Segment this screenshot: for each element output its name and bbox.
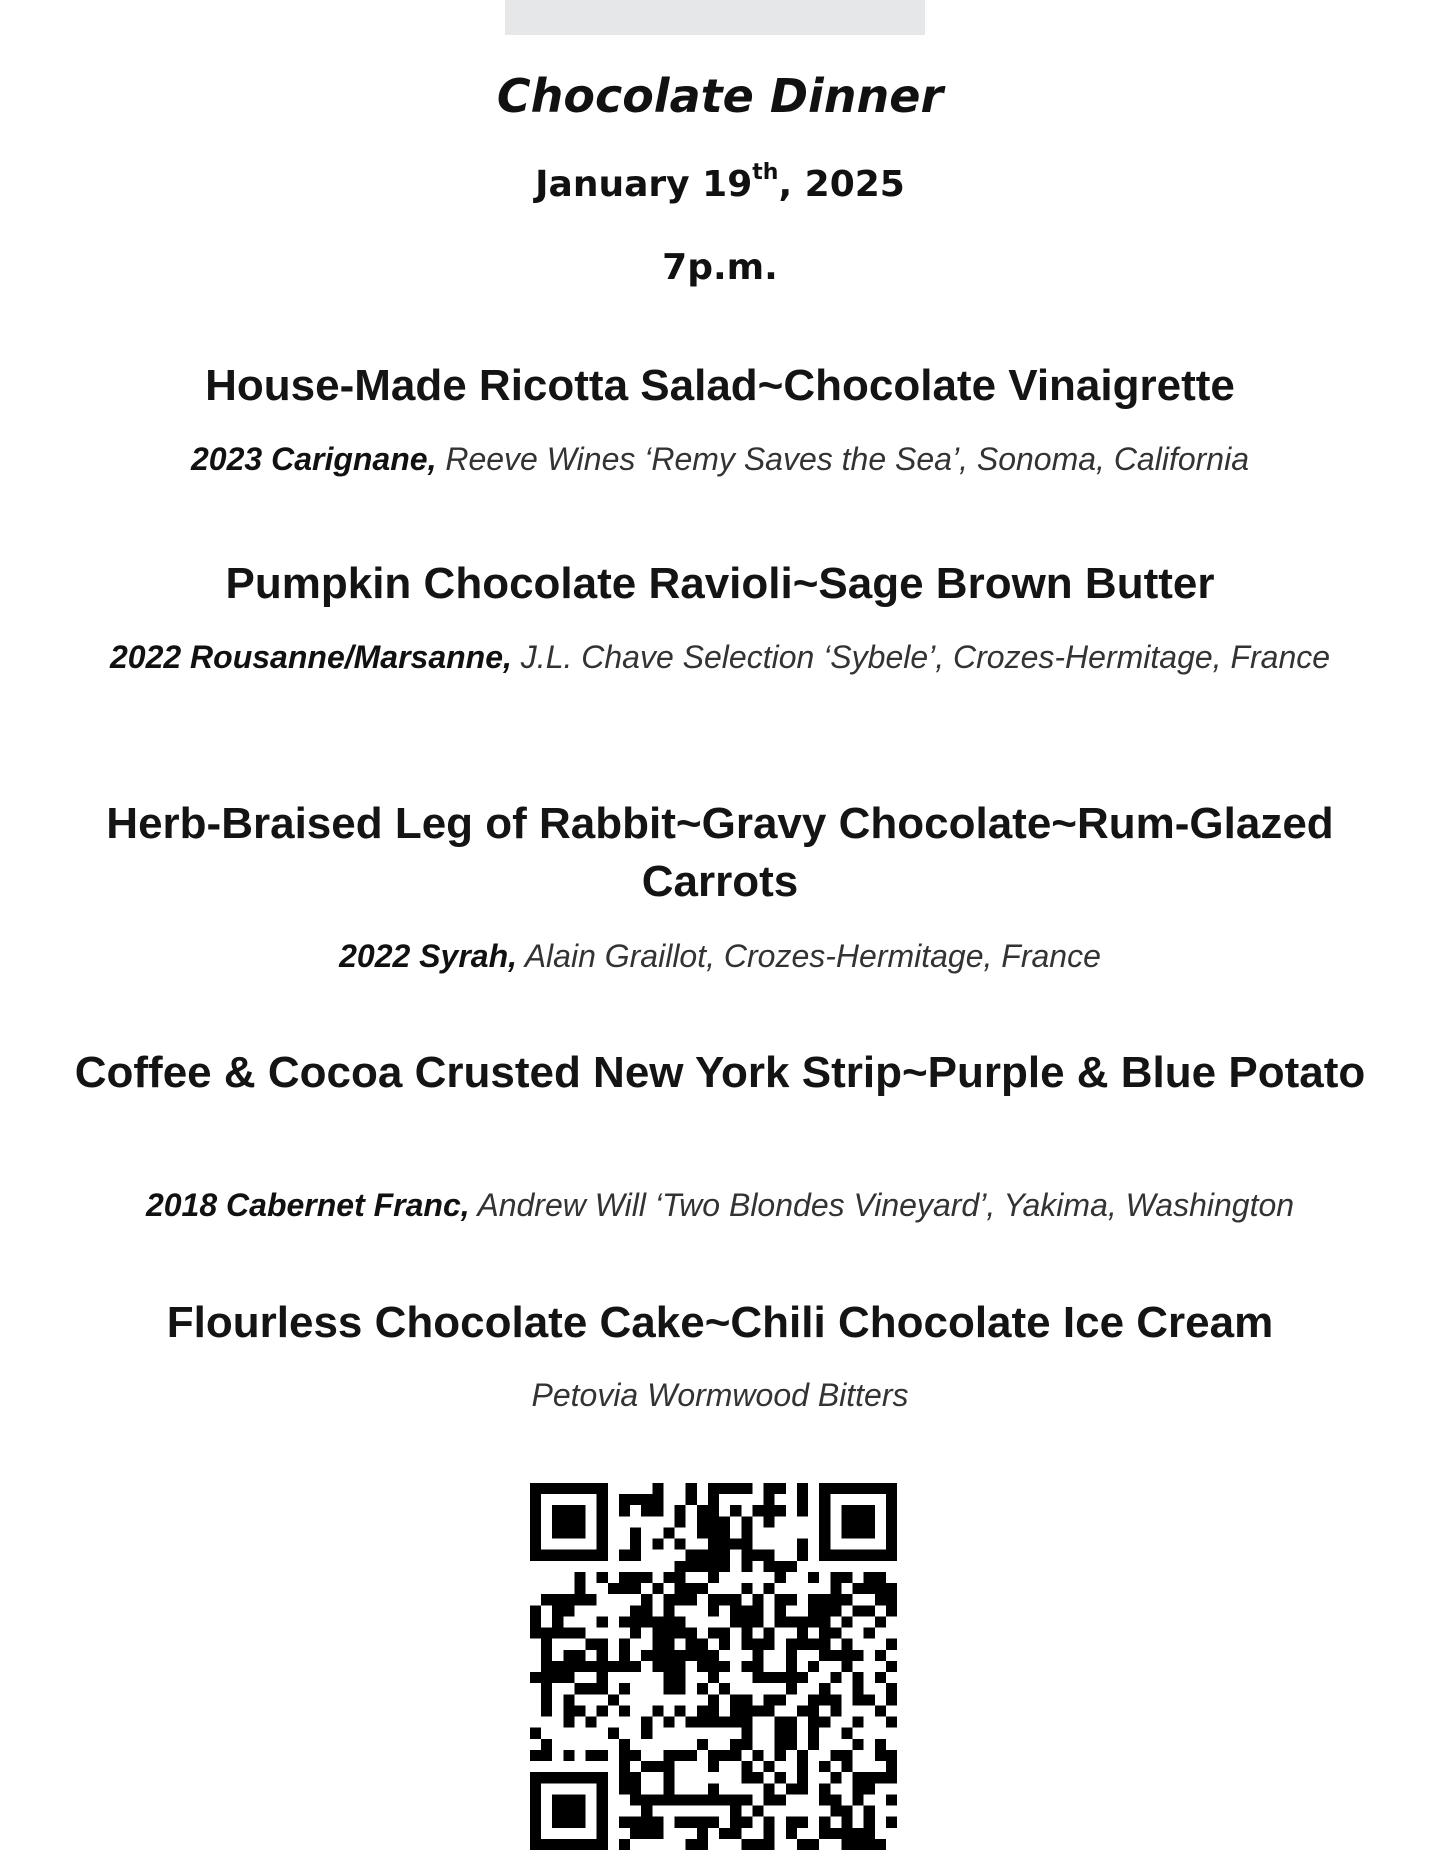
event-date-year: , 2025 xyxy=(778,164,905,205)
course-2-dish: Pumpkin Chocolate Ravioli~Sage Brown Butter xyxy=(225,559,1215,608)
course-3-dish: Herb-Braised Leg of Rabbit~Gravy Chocolate~Rum-Glazed Carrots xyxy=(106,799,1334,906)
course-4-pairing xyxy=(60,1184,1380,1226)
menu-title: Chocolate Dinner xyxy=(496,69,944,123)
course-5-wine-producer: Petovia Wormwood Bitters xyxy=(531,1377,909,1413)
course-3-wine-producer: Alain Graillot, Crozes-Hermitage, France xyxy=(517,938,1101,974)
course-2-pairing xyxy=(60,636,1380,678)
course-1-pairing xyxy=(60,438,1380,480)
course-2-wine-producer: J.L. Chave Selection ‘Sybele’, Crozes-Hermitage, France xyxy=(511,639,1331,675)
event-date-suffix: th xyxy=(752,160,779,185)
course-3-pairing xyxy=(60,935,1380,977)
course-1-wine-producer: Reeve Wines ‘Remy Saves the Sea’, Sonoma, California xyxy=(436,441,1249,477)
event-date-main: January 19 xyxy=(535,164,753,205)
event-time: 7p.m. xyxy=(662,247,778,288)
course-4-dish: Coffee & Cocoa Crusted New York Strip~Purple & Blue Potato xyxy=(74,1048,1366,1097)
course-4-wine-vintage: 2018 Cabernet Franc, xyxy=(145,1187,470,1223)
course-3-wine-vintage: 2022 Syrah, xyxy=(339,938,517,974)
course-1-wine-vintage: 2023 Carignane, xyxy=(191,441,437,477)
event-date xyxy=(0,160,1440,207)
top-banner-bar xyxy=(505,0,925,35)
course-5-dish: Flourless Chocolate Cake~Chili Chocolate Ice Cream xyxy=(166,1298,1274,1347)
course-2-wine-vintage: 2022 Rousanne/Marsanne, xyxy=(109,639,512,675)
course-4-wine-producer: Andrew Will ‘Two Blondes Vineyard’, Yakima, Washington xyxy=(469,1187,1295,1223)
course-1-dish: House-Made Ricotta Salad~Chocolate Vinaigrette xyxy=(205,361,1235,410)
course-5-pairing xyxy=(60,1374,1380,1416)
qr-code-icon[interactable] xyxy=(530,1483,897,1850)
